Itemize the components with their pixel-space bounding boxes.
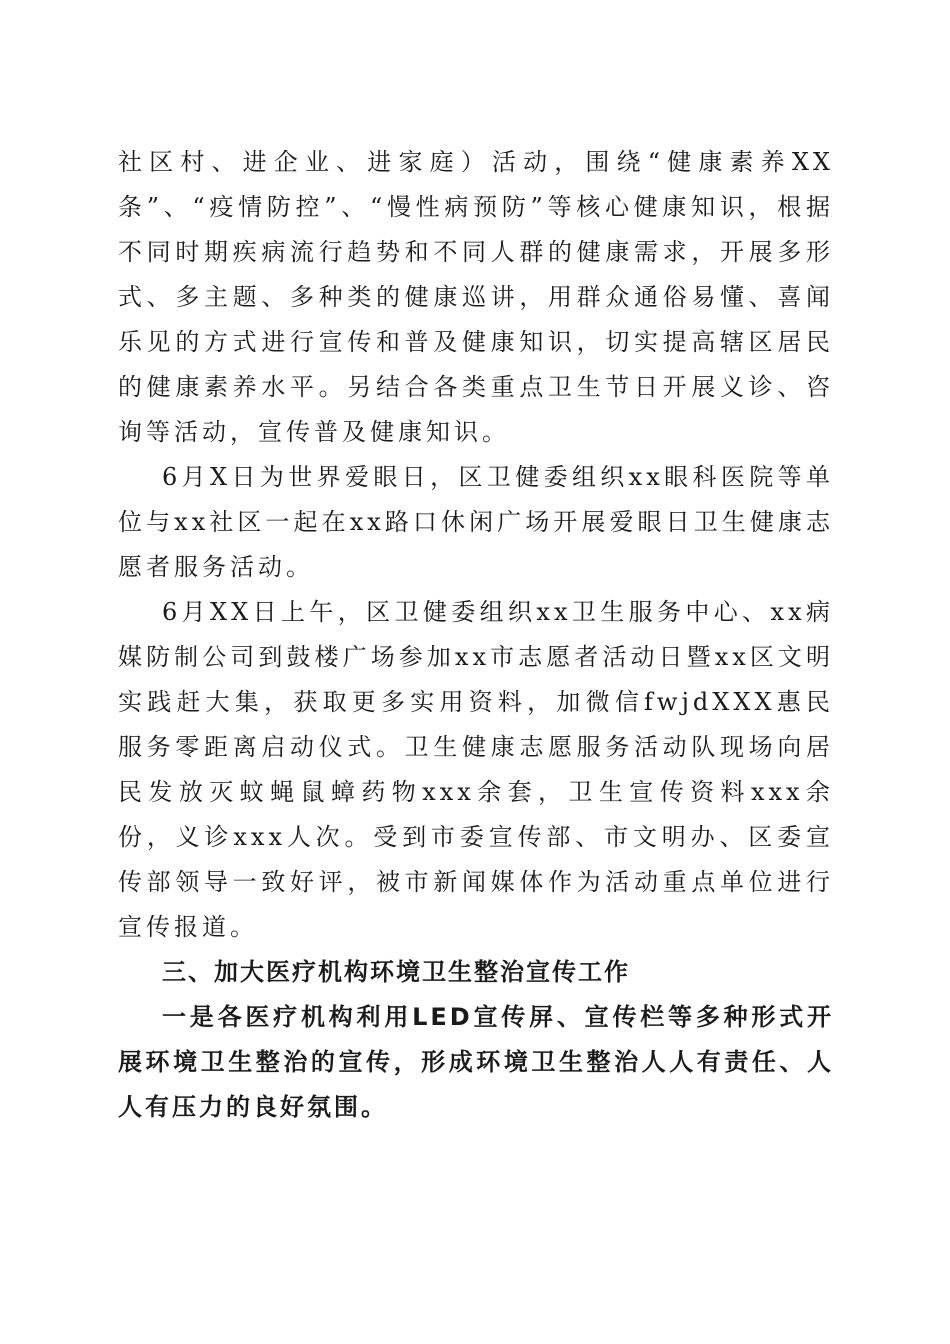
document-body [118, 140, 834, 1130]
paragraph-eye-day: 6月X日为世界爱眼日，区卫健委组织xx眼科医院等单位与xx社区一起在xx路口休闲广场开展爱眼日卫生健康志愿者服务活动。 [118, 463, 834, 581]
section-heading-three: 三、加大医疗机构环境卫生整治宣传工作 [162, 958, 630, 986]
paragraph-led-publicity: 一是各医疗机构利用LED宣传屏、宣传栏等多种形式开展环境卫生整治的宣传，形成环境卫生整治人人有责任、人人有压力的良好氛围。 [118, 1003, 834, 1121]
paragraph-volunteer-activity: 6月XX日上午，区卫健委组织xx卫生服务中心、xx病媒防制公司到鼓楼广场参加xx市志愿者活动日暨xx区文明实践赶大集，获取更多实用资料，加微信fwjdXXX惠民服务零距离启动仪式。卫生健康志愿服务活动队现场向居民发放灭蚊蝇鼠蟑药物xxx余套，卫生宣传资料xxx余份，义诊xxx人次。受到市委宣传部、市文明办、区委宣传部领导一致好评，被市新闻媒体作为活动重点单位进行宣传报道。 [118, 598, 834, 941]
paragraph-health-lectures: 社区村、进企业、进家庭）活动，围绕“健康素养XX条”、“疫情防控”、“慢性病预防”等核心健康知识，根据不同时期疾病流行趋势和不同人群的健康需求，开展多形式、多主题、多种类的健康巡讲，用群众通俗易懂、喜闻乐见的方式进行宣传和普及健康知识，切实提高辖区居民的健康素养水平。另结合各类重点卫生节日开展义诊、咨询等活动，宣传普及健康知识。 [118, 148, 834, 446]
